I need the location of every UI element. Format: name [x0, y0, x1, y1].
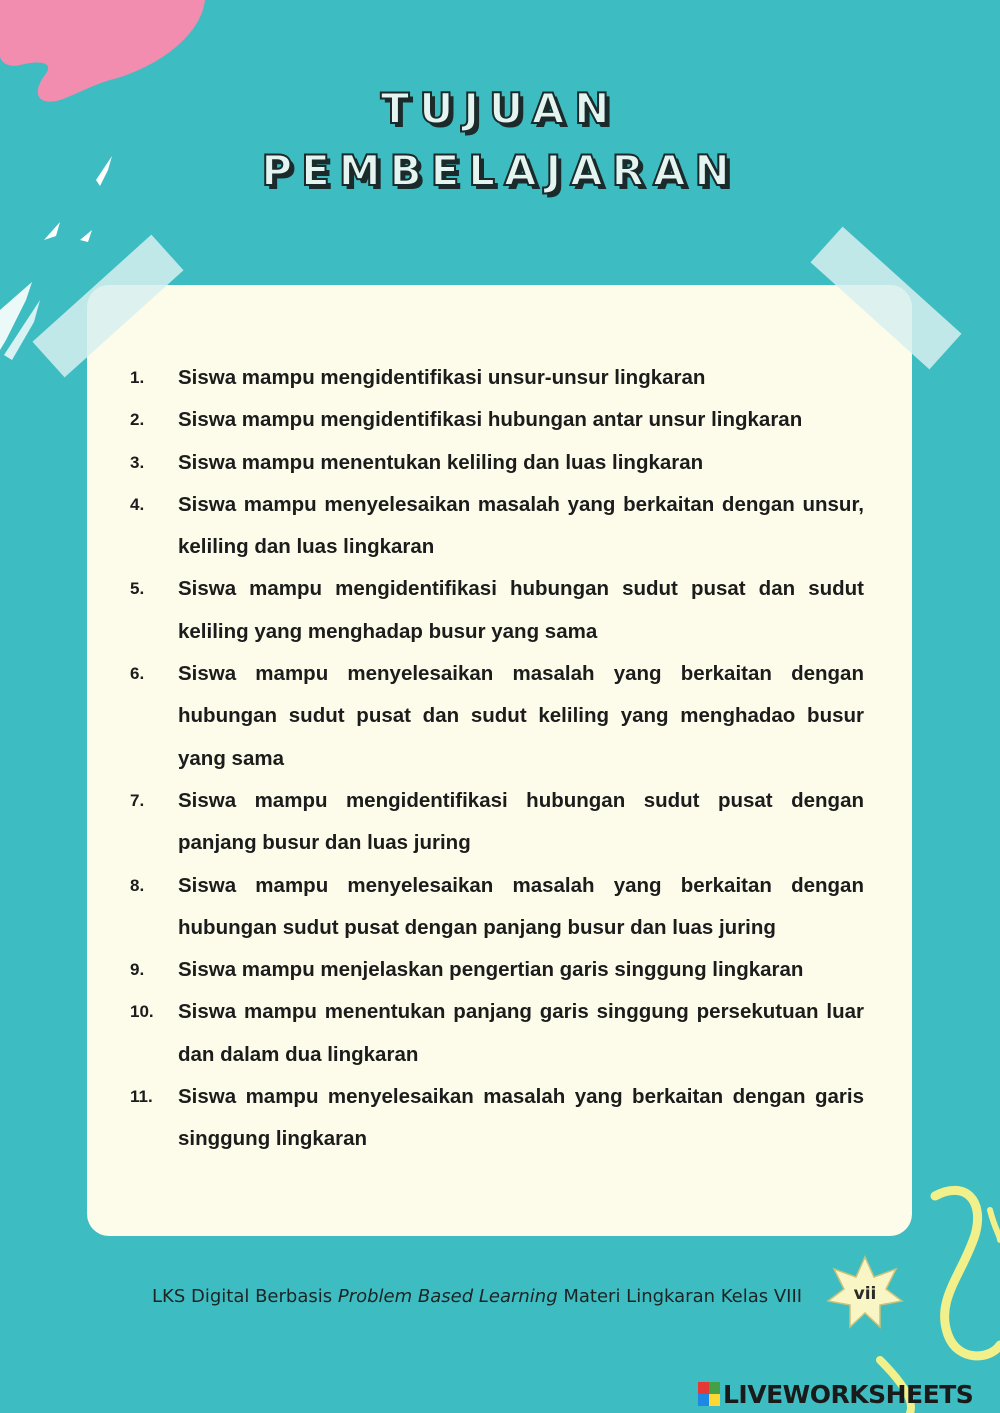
list-item: [130, 653, 864, 780]
page-title-line2: PEMBELAJARAN: [261, 146, 739, 195]
item-number: 10.: [130, 1002, 154, 1022]
list-item: [130, 780, 864, 865]
watermark-text: LIVEWORKSHEETS: [723, 1379, 974, 1409]
item-text: Siswa mampu menyelesaikan masalah yang berkaitan dengan hubungan sudut pusat dengan panjang busur dan luas juring: [178, 873, 864, 939]
item-number: 1.: [130, 368, 145, 387]
yellow-squiggle: [935, 1190, 1000, 1355]
item-text: Siswa mampu mengidentifikasi unsur-unsur lingkaran: [178, 366, 706, 389]
white-brush-stroke: [4, 300, 40, 360]
footer-italic: Problem Based Learning: [337, 1286, 558, 1307]
footer-suffix: Materi Lingkaran Kelas VIII: [557, 1286, 803, 1307]
list-item: [130, 949, 864, 991]
item-number: 3.: [130, 452, 145, 472]
item-text: Siswa mampu menyelesaikan masalah yang berkaitan dengan unsur, keliling dan luas lingkaran: [178, 492, 864, 559]
page-number: vii: [853, 1284, 877, 1304]
item-text: Siswa mampu mengidentifikasi hubungan antar unsur lingkaran: [178, 408, 803, 432]
list-item: [130, 865, 864, 950]
objectives-list: [130, 357, 864, 1161]
list-item: [130, 568, 864, 653]
item-number: 9.: [130, 960, 145, 980]
item-number: 4.: [130, 494, 145, 514]
item-number: 11.: [130, 1087, 153, 1107]
item-text: Siswa mampu mengidentifikasi hubungan sudut pusat dengan panjang busur dan luas juring: [178, 788, 864, 855]
list-item: [130, 991, 864, 1076]
item-text: Siswa mampu menyelesaikan masalah yang berkaitan dengan hubungan sudut pusat dan sudut keliling yang menghadao busur yang sama: [178, 662, 864, 770]
item-number: 5.: [130, 579, 145, 599]
liveworksheets-watermark: [698, 1378, 973, 1410]
item-number: 7.: [130, 790, 145, 810]
item-text: Siswa mampu menentukan panjang garis singgung persekutuan luar dan dalam dua lingkaran: [178, 1000, 864, 1066]
item-text: Siswa mampu menyelesaikan masalah yang berkaitan dengan garis singgung lingkaran: [178, 1085, 864, 1151]
item-text: Siswa mampu menentukan keliling dan luas lingkaran: [178, 450, 704, 474]
footer-caption: [152, 1286, 802, 1307]
item-number: 2.: [130, 410, 145, 430]
list-item: [130, 442, 864, 484]
item-text: Siswa mampu menjelaskan pengertian garis singgung lingkaran: [178, 958, 804, 982]
white-brush-stroke: [44, 222, 60, 240]
liveworksheets-logo-icon: [698, 1382, 720, 1406]
yellow-squiggle: [990, 1210, 1000, 1240]
page-title-line1: TUJUAN: [380, 84, 620, 133]
item-number: 6.: [130, 664, 145, 684]
item-number: 8.: [130, 875, 145, 895]
white-brush-stroke: [0, 282, 32, 350]
footer-prefix: LKS Digital Berbasis: [152, 1286, 338, 1307]
list-item: [130, 357, 864, 399]
white-brush-stroke: [80, 230, 92, 242]
list-item: [130, 399, 864, 441]
list-item: [130, 484, 864, 569]
item-text: Siswa mampu mengidentifikasi hubungan sudut pusat dan sudut keliling yang menghadap busur yang sama: [178, 577, 864, 643]
list-item: [130, 1076, 864, 1161]
